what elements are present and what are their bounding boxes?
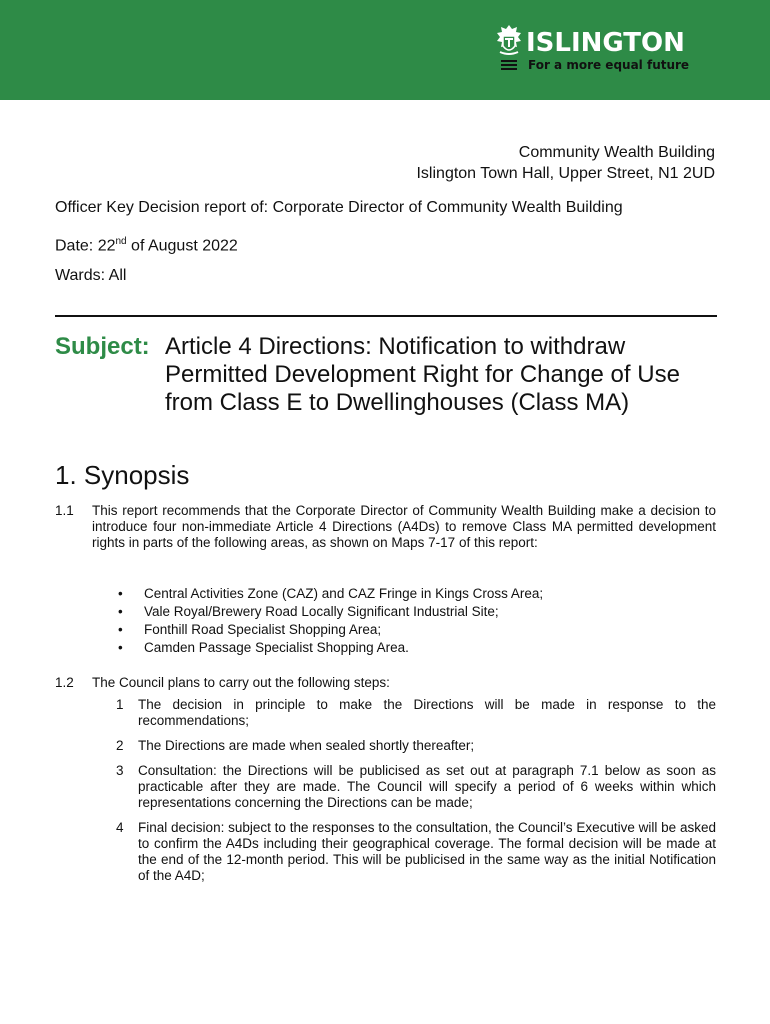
step-text: Consultation: the Directions will be publicised as set out at paragraph 7.1 below as soon as practicable after they are made. The Council will specify a period of 6 weeks within which representations concerning the Directions can be made; xyxy=(138,763,716,810)
step-number: 4 xyxy=(116,820,124,835)
list-item: • Central Activities Zone (CAZ) and CAZ Fringe in Kings Cross Area; xyxy=(118,585,718,603)
date-line xyxy=(55,232,238,256)
step-text: The Directions are made when sealed shortly thereafter; xyxy=(138,738,475,753)
section-heading: 1. Synopsis xyxy=(55,460,190,490)
subject-label: Subject: xyxy=(55,333,150,360)
paragraph-text: The Council plans to carry out the following steps: xyxy=(92,675,390,690)
header-banner xyxy=(0,0,770,100)
paragraph-text: This report recommends that the Corporate Director of Community Wealth Building make a decision to introduce four non-immediate Article 4 Directions (A4Ds) to remove Class MA permitted development rights in parts of the following areas, as shown on Maps 7-17 of this report: xyxy=(92,503,716,550)
paragraph-number: 1.1 xyxy=(55,503,74,518)
date-ordinal: nd xyxy=(115,236,127,247)
step-number: 2 xyxy=(116,738,124,753)
wards-line: Wards: All xyxy=(55,267,127,284)
step-text: The decision in principle to make the Directions will be made in response to the recommendations; xyxy=(138,697,716,728)
list-item: • Camden Passage Specialist Shopping Area. xyxy=(118,639,718,657)
step-number: 3 xyxy=(116,763,124,778)
address-line-1: Community Wealth Building xyxy=(518,144,715,161)
date-suffix: of August 2022 xyxy=(126,237,238,255)
list-item: • Vale Royal/Brewery Road Locally Significant Industrial Site; xyxy=(118,603,718,621)
address-block xyxy=(416,142,715,184)
step-text: Final decision: subject to the responses to the consultation, the Council’s Executive will be asked to confirm the A4Ds including their geographical coverage. The formal decision will be made at the end of the 12-month period. This will be publicised in the same way as the initial Notification of the A4D; xyxy=(138,820,716,883)
paragraph-number: 1.2 xyxy=(55,675,74,690)
list-item: • Fonthill Road Specialist Shopping Area; xyxy=(118,621,718,639)
islington-logo xyxy=(494,24,704,78)
officer-line: Officer Key Decision report of: Corporate Director of Community Wealth Building xyxy=(55,199,623,216)
logo-bars-icon xyxy=(501,60,517,72)
logo-tagline: For a more equal future xyxy=(528,58,690,72)
date-prefix: Date: 22 xyxy=(55,237,116,255)
logo-name: ISLINGTON xyxy=(526,28,685,58)
step-number: 1 xyxy=(116,697,124,712)
crest-icon xyxy=(494,24,524,58)
address-line-2: Islington Town Hall, Upper Street, N1 2UD xyxy=(416,165,715,182)
subject-title: Article 4 Directions: Notification to withdraw Permitted Development Right for Change of Use from Class E to Dwellinghouses (Class MA) xyxy=(165,333,680,416)
divider xyxy=(55,315,717,317)
area-list xyxy=(118,585,718,657)
